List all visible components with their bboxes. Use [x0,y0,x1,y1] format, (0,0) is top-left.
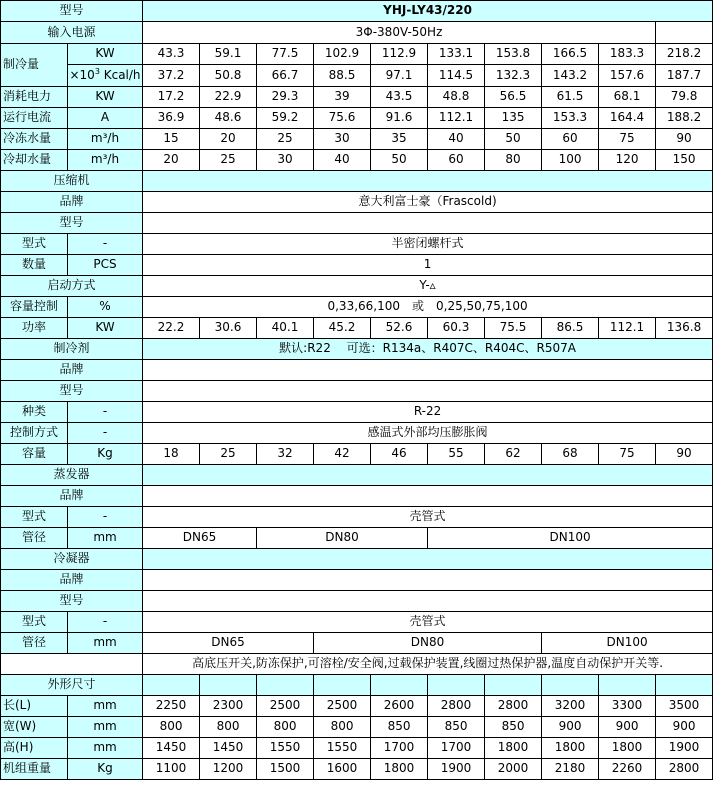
row-label: 品牌 [1,486,143,507]
power-supply-value: 3Φ-380V-50Hz [143,22,656,44]
value-cell: 40 [428,129,485,150]
row-label: 型号 [1,213,143,234]
value-cell: 800 [143,717,200,738]
value-cell: 114.5 [428,65,485,87]
value-cell: 25 [257,129,314,150]
section-fill [371,675,428,696]
unit-cell: - [68,234,143,255]
section-fill [599,675,656,696]
row-label: 型号 [1,381,143,402]
value-cell: 166.5 [542,44,599,65]
value-cell: 59.2 [257,108,314,129]
unit-cell: m³/h [68,150,143,171]
row-value: 感温式外部均压膨胀阀 [143,423,713,444]
unit-cell: - [68,423,143,444]
value-cell: 157.6 [599,65,656,87]
row-value [143,591,713,612]
cooling-water-row [1,150,713,171]
value-cell: 2500 [257,696,314,717]
unit-cell: PCS [68,255,143,276]
value-cell: 30 [314,129,371,150]
value-cell: 50 [371,150,428,171]
refrigerant-brand-row [1,360,713,381]
value-cell: 90 [656,129,713,150]
value-cell: 188.2 [656,108,713,129]
unit-cell: mm [68,633,143,654]
row-label: 控制方式 [1,423,68,444]
value-cell: 120 [599,150,656,171]
value-cell: 102.9 [314,44,371,65]
weight-row [1,759,713,780]
model-name: YHJ-LY43/220 [143,1,713,22]
value-cell: 15 [143,129,200,150]
unit-cell: mm [68,738,143,759]
value-cell: 2800 [428,696,485,717]
value-cell: 60.3 [428,318,485,339]
row-label: 型式 [1,612,68,633]
value-cell: 39 [314,87,371,108]
row-value: 意大利富士豪（Frascold) [143,192,713,213]
value-cell: 2500 [314,696,371,717]
value-cell: 1900 [428,759,485,780]
value-cell: 48.6 [200,108,257,129]
value-cell: 55 [428,444,485,465]
value-cell: 40.1 [257,318,314,339]
value-cell: 62 [485,444,542,465]
value-cell: 850 [371,717,428,738]
empty-cell [656,22,713,44]
section-fill [143,675,200,696]
value-cell: 1900 [656,738,713,759]
value-cell: 60 [428,150,485,171]
value-cell: 37.2 [143,65,200,87]
pipe-size: DN80 [314,633,542,654]
chilled-water-row [1,129,713,150]
condenser-model-row [1,591,713,612]
unit-cell: KW [68,44,143,65]
protection-text: 高底压开关,防冻保护,可溶栓/安全阀,过载保护装置,线圈过热保护器,温度自动保护开关等. [143,654,713,675]
value-cell: 2250 [143,696,200,717]
value-cell: 1800 [371,759,428,780]
width-row [1,717,713,738]
value-cell: 2180 [542,759,599,780]
value-cell: 91.6 [371,108,428,129]
value-cell: 143.2 [542,65,599,87]
value-cell: 1500 [257,759,314,780]
value-cell: 32 [257,444,314,465]
compressor-model-row [1,213,713,234]
value-cell: 2800 [485,696,542,717]
value-cell: 29.3 [257,87,314,108]
unit-cell: m³/h [68,129,143,150]
header-row [1,1,713,22]
section-title: 蒸发器 [1,465,143,486]
row-label: 功率 [1,318,68,339]
row-label: 型式 [1,234,68,255]
section-fill [656,675,713,696]
pipe-size: DN65 [143,528,257,549]
value-cell: 112.1 [599,318,656,339]
value-cell: 1550 [314,738,371,759]
refrigerant-kind-row [1,402,713,423]
pipe-size: DN80 [257,528,428,549]
row-value: 0,33,66,100 或 0,25,50,75,100 [143,297,713,318]
value-cell: 30.6 [200,318,257,339]
value-cell: 43.5 [371,87,428,108]
value-cell: 56.5 [485,87,542,108]
row-label: 容量控制 [1,297,68,318]
value-cell: 1550 [257,738,314,759]
condenser-section-row [1,549,713,570]
value-cell: 80 [485,150,542,171]
value-cell: 800 [314,717,371,738]
power-supply-row [1,22,713,44]
value-cell: 86.5 [542,318,599,339]
value-cell: 68.1 [599,87,656,108]
row-label: 冷却水量 [1,150,68,171]
value-cell: 75 [599,129,656,150]
value-cell: 1450 [200,738,257,759]
evaporator-section-row [1,465,713,486]
section-fill [200,675,257,696]
row-label: 高(H) [1,738,68,759]
section-fill [143,465,713,486]
height-row [1,738,713,759]
row-label: 冷冻水量 [1,129,68,150]
row-label: 容量 [1,444,68,465]
unit-cell: % [68,297,143,318]
value-cell: 100 [542,150,599,171]
section-fill [143,549,713,570]
row-label: 长(L) [1,696,68,717]
value-cell: 2000 [485,759,542,780]
value-cell: 88.5 [314,65,371,87]
value-cell: 900 [542,717,599,738]
row-value: 1 [143,255,713,276]
value-cell: 36.9 [143,108,200,129]
condenser-pipe-row [1,633,713,654]
value-cell: 3200 [542,696,599,717]
section-title: 压缩机 [1,171,143,192]
power-supply-label: 输入电源 [1,22,143,44]
value-cell: 2260 [599,759,656,780]
dimensions-section-row [1,675,713,696]
value-cell: 42 [314,444,371,465]
row-label: 宽(W) [1,717,68,738]
value-cell: 50 [485,129,542,150]
row-label: 机组重量 [1,759,68,780]
row-label: 品牌 [1,192,143,213]
value-cell: 18 [143,444,200,465]
compressor-capacity-control-row [1,297,713,318]
row-value [143,381,713,402]
value-cell: 60 [542,129,599,150]
refrigerant-control-row [1,423,713,444]
value-cell: 2600 [371,696,428,717]
unit-cell: KW [68,87,143,108]
value-cell: 1700 [428,738,485,759]
value-cell: 153.8 [485,44,542,65]
value-cell: 800 [200,717,257,738]
row-value: 壳管式 [143,612,713,633]
value-cell: 22.9 [200,87,257,108]
value-cell: 61.5 [542,87,599,108]
value-cell: 48.8 [428,87,485,108]
value-cell: 150 [656,150,713,171]
value-cell: 112.1 [428,108,485,129]
section-fill [485,675,542,696]
evaporator-brand-row [1,486,713,507]
unit-cell: - [68,612,143,633]
value-cell: 1200 [200,759,257,780]
refrigerant-section-row [1,339,713,360]
refrigerant-capacity-row [1,444,713,465]
value-cell: 75.5 [485,318,542,339]
value-cell: 90 [656,444,713,465]
condenser-type-row [1,612,713,633]
value-cell: 136.8 [656,318,713,339]
row-label: 品牌 [1,570,143,591]
unit-cell: A [68,108,143,129]
value-cell: 132.3 [485,65,542,87]
row-label: 型号 [1,591,143,612]
unit-cell: mm [68,696,143,717]
evaporator-type-row [1,507,713,528]
value-cell: 25 [200,150,257,171]
protection-row [1,654,713,675]
running-current-row [1,108,713,129]
section-fill [428,675,485,696]
pipe-size: DN100 [428,528,713,549]
model-label: 型号 [1,1,143,22]
value-cell: 112.9 [371,44,428,65]
value-cell: 79.8 [656,87,713,108]
value-cell: 75 [599,444,656,465]
section-fill [314,675,371,696]
refrigerant-note: 默认:R22 可选：R134a、R407C、R404C、R507A [143,339,713,360]
value-cell: 25 [200,444,257,465]
value-cell: 66.7 [257,65,314,87]
value-cell: 153.3 [542,108,599,129]
value-cell: 1600 [314,759,371,780]
value-cell: 164.4 [599,108,656,129]
value-cell: 187.7 [656,65,713,87]
unit-cell: - [68,507,143,528]
row-value: 半密闭螺杆式 [143,234,713,255]
value-cell: 20 [200,129,257,150]
row-label: 种类 [1,402,68,423]
value-cell: 75.6 [314,108,371,129]
value-cell: 52.6 [371,318,428,339]
section-fill [257,675,314,696]
unit-cell: KW [68,318,143,339]
unit-cell: mm [68,528,143,549]
value-cell: 20 [143,150,200,171]
value-cell: 1800 [542,738,599,759]
compressor-quantity-row [1,255,713,276]
value-cell: 46 [371,444,428,465]
value-cell: 1700 [371,738,428,759]
value-cell: 3500 [656,696,713,717]
value-cell: 43.3 [143,44,200,65]
value-cell: 22.2 [143,318,200,339]
unit-cell: Kg [68,444,143,465]
value-cell: 45.2 [314,318,371,339]
row-label: 品牌 [1,360,143,381]
row-value [143,570,713,591]
protection-label-cell [1,654,143,675]
value-cell: 1100 [143,759,200,780]
value-cell: 2300 [200,696,257,717]
row-value [143,360,713,381]
row-value: Y-▵ [143,276,713,297]
unit-cell: - [68,402,143,423]
compressor-start-row [1,276,713,297]
section-title: 制冷剂 [1,339,143,360]
cooling-capacity-label: 制冷量 [1,44,68,87]
value-cell: 1450 [143,738,200,759]
row-value: R-22 [143,402,713,423]
value-cell: 97.1 [371,65,428,87]
compressor-brand-row [1,192,713,213]
value-cell: 40 [314,150,371,171]
value-cell: 850 [485,717,542,738]
row-label: 管径 [1,528,68,549]
row-label: 消耗电力 [1,87,68,108]
value-cell: 68 [542,444,599,465]
power-consumption-row [1,87,713,108]
section-title: 外形尺寸 [1,675,143,696]
value-cell: 2800 [656,759,713,780]
section-fill [143,171,713,192]
value-cell: 1800 [485,738,542,759]
row-label: 数量 [1,255,68,276]
value-cell: 77.5 [257,44,314,65]
value-cell: 850 [428,717,485,738]
row-value [143,486,713,507]
value-cell: 3300 [599,696,656,717]
value-cell: 30 [257,150,314,171]
row-label: 型式 [1,507,68,528]
unit-cell: mm [68,717,143,738]
evaporator-pipe-row [1,528,713,549]
length-row [1,696,713,717]
value-cell: 1800 [599,738,656,759]
compressor-section-row [1,171,713,192]
unit-cell: Kg [68,759,143,780]
condenser-brand-row [1,570,713,591]
value-cell: 50.8 [200,65,257,87]
compressor-type-row [1,234,713,255]
value-cell: 35 [371,129,428,150]
refrigerant-model-row [1,381,713,402]
value-cell: 17.2 [143,87,200,108]
row-value: 壳管式 [143,507,713,528]
value-cell: 135 [485,108,542,129]
section-title: 冷凝器 [1,549,143,570]
compressor-power-row [1,318,713,339]
value-cell: 218.2 [656,44,713,65]
value-cell: 59.1 [200,44,257,65]
value-cell: 900 [656,717,713,738]
unit-cell: $\times 10^3$ Kcal/h [68,65,143,87]
row-label: 启动方式 [1,276,143,297]
pipe-size: DN65 [143,633,314,654]
cooling-capacity-kcal-row [1,65,713,87]
row-label: 运行电流 [1,108,68,129]
row-label: 管径 [1,633,68,654]
value-cell: 133.1 [428,44,485,65]
pipe-size: DN100 [542,633,713,654]
section-fill [542,675,599,696]
cooling-capacity-kw-row [1,44,713,65]
value-cell: 900 [599,717,656,738]
row-value [143,213,713,234]
value-cell: 800 [257,717,314,738]
value-cell: 183.3 [599,44,656,65]
